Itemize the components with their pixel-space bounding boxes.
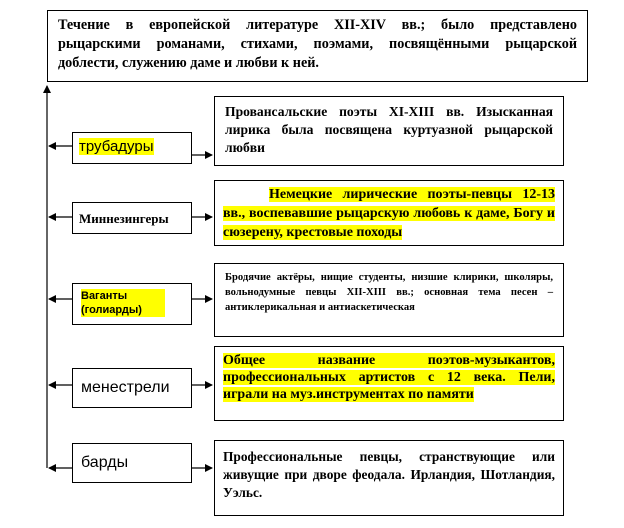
trubadury-box bbox=[72, 132, 192, 164]
minnesingers-box bbox=[72, 202, 192, 234]
vaganty-desc-box bbox=[214, 263, 564, 337]
vaganty-desc-text: Бродячие актёры, нищие студенты, низшие клирики, школяры, вольнодумные певцы XII-XIII вв.; основная тема песен – антиклерикальная и антиаскетическая bbox=[225, 272, 553, 313]
trubadury-desc-text: Провансальские поэты XI-XIII вв. Изысканная лирика была посвящена куртуазной рыцарской любви bbox=[225, 104, 553, 155]
trubadury-desc-box bbox=[214, 96, 564, 166]
top-definition-text: Течение в европейской литературе XII-XIV вв.; было представлено рыцарскими романами, стихами, поэмами, посвящёнными рыцарской доблести, служению даме и любви к ней. bbox=[58, 17, 577, 71]
minnesingers-label: Миннезингеры bbox=[79, 211, 169, 226]
minstrels-desc-text: Общее название поэтов-музыкантов, профессиональных артистов с 12 века. Пели, играли на муз.инструментах по памяти bbox=[223, 353, 555, 402]
bards-label: барды bbox=[81, 454, 129, 471]
vaganty-box bbox=[72, 283, 192, 325]
minstrels-box bbox=[72, 368, 192, 408]
trubadury-label: трубадуры bbox=[79, 138, 154, 155]
bards-desc-text: Профессиональные певцы, странствующие или живущие при дворе феодала. Ирландия, Шотландия, Уэльс. bbox=[223, 449, 555, 500]
bards-box bbox=[72, 443, 192, 483]
top-definition-box bbox=[47, 10, 588, 82]
minstrels-label: менестрели bbox=[81, 379, 170, 396]
vaganty-label: Ваганты (голиарды) bbox=[81, 289, 165, 317]
bards-desc-box bbox=[214, 440, 564, 516]
minstrels-desc-box bbox=[214, 346, 564, 421]
minnesingers-desc-box bbox=[214, 180, 564, 246]
minnesingers-desc-text: Немецкие лирические поэты-певцы 12-13 вв., воспевавшие рыцарскую любовь к даме, Богу и сюзерену, крестовые походы bbox=[223, 187, 555, 240]
